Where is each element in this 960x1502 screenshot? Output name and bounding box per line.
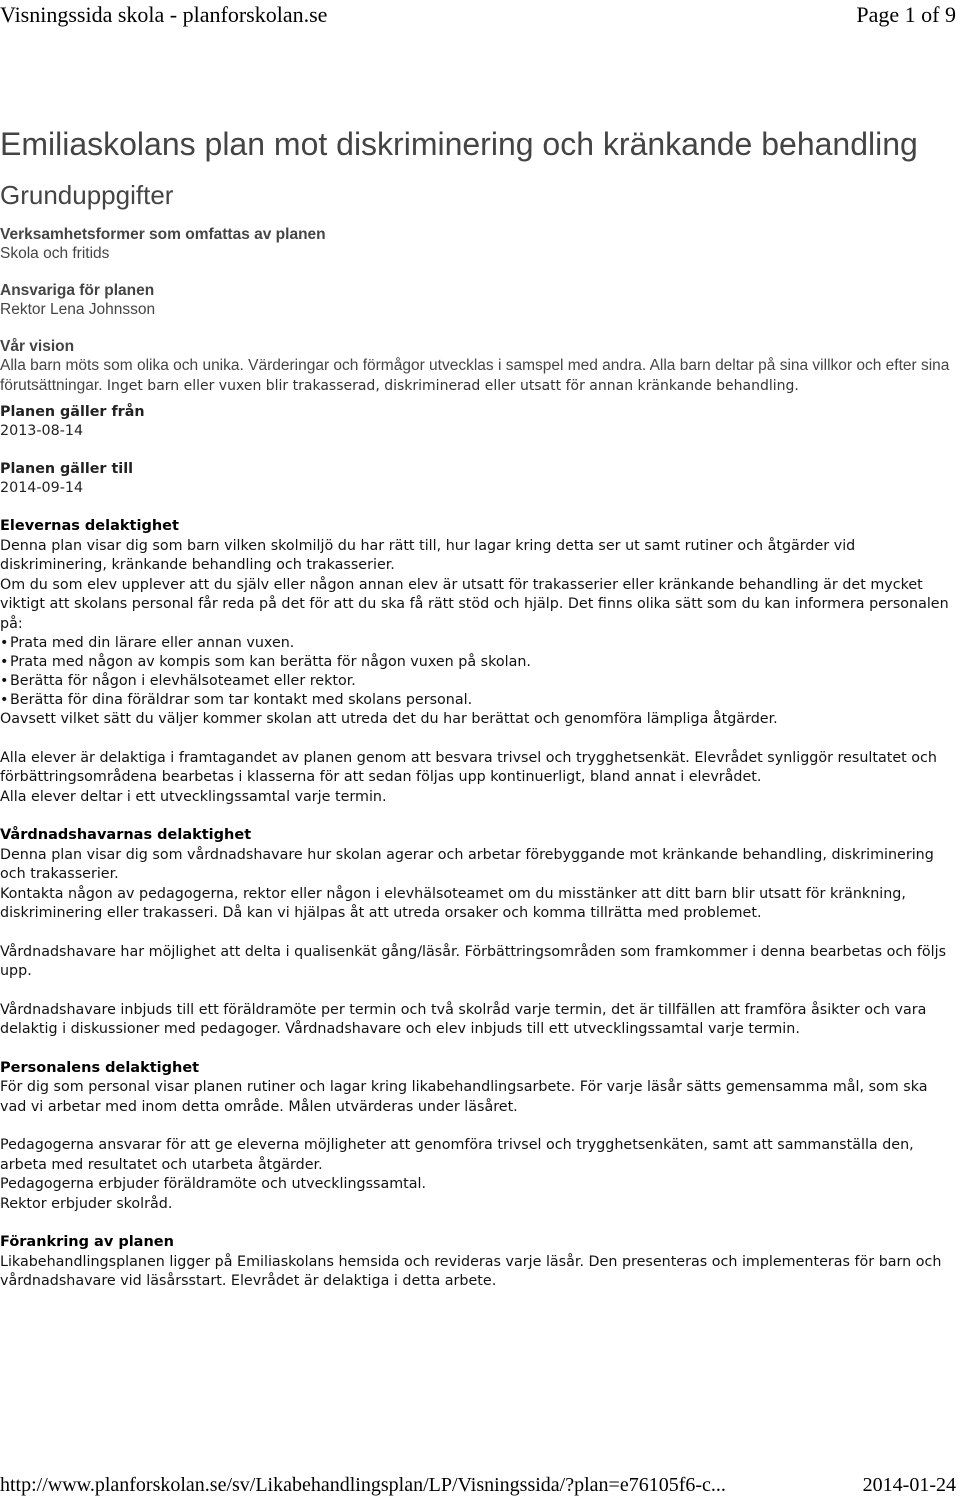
vardnadshavarnas-p1: Denna plan visar dig som vårdnadshavare hur skolan agerar och arbetar förebyggande mot kränkande behandling, diskriminering och trakasserier. — [0, 846, 934, 882]
elevernas-p2: Om du som elev upplever att du själv eller någon annan elev är utsatt för trakasserier eller kränkande behandling är det mycket viktigt att skolans personal får reda på det för att du ska få rätt stöd och hjälp. Det finns olika sätt som du kan informera personalen på: — [0, 576, 949, 632]
list-item: • Berätta för dina föräldrar som tar kontakt med skolans personal. — [0, 691, 952, 710]
page-number: Page 1 of 9 — [856, 2, 956, 27]
vision-text-dark: Inget barn eller vuxen blir trakasserad, diskriminerad eller utsatt för annan kränkande behandling. — [106, 378, 799, 394]
personalens-p2: Pedagogerna ansvarar för att ge eleverna möjligheter att genomföra trivsel och trygghetsenkäten, samt att sammanställa den, arbeta med resultatet och utarbeta åtgärder. — [0, 1137, 914, 1173]
basic-info — [0, 225, 952, 396]
list-item: • Prata med din lärare eller annan vuxen. — [0, 634, 952, 653]
verksamhetsformer-value: Skola och fritids — [0, 245, 110, 262]
print-header — [0, 0, 960, 36]
vision-text-main: Alla barn möts som olika och unika. Värderingar och förmågor utvecklas i samspel med andra. Alla barn deltar på sina villkor och efter sina förutsättningar. — [0, 357, 950, 394]
valid-from-label: Planen gäller från — [0, 404, 145, 420]
personalens-p1: För dig som personal visar planen rutiner och lagar kring likabehandlingsarbete. För varje läsår sätts gemensamma mål, som ska vad vi arbetar med inom detta område. Målen utvärderas under läsåret. — [0, 1079, 928, 1115]
ansvariga-value: Rektor Lena Johnsson — [0, 301, 156, 318]
valid-from-value: 2013-08-14 — [0, 423, 84, 439]
list-item: • Prata med någon av kompis som kan berätta för någon vuxen på skolan. — [0, 653, 952, 672]
personalens-p3: Pedagogerna erbjuder föräldramöte och utvecklingssamtal. — [0, 1176, 427, 1192]
vision-label: Vår vision — [0, 338, 75, 355]
elevernas-p5: Alla elever deltar i ett utvecklingssamtal varje termin. — [0, 788, 387, 805]
ansvariga-label: Ansvariga för planen — [0, 282, 155, 299]
document-content — [0, 124, 952, 1292]
document-body — [0, 403, 952, 1292]
list-item: • Berätta för någon i elevhälsoteamet eller rektor. — [0, 672, 952, 691]
elevernas-list — [0, 634, 952, 710]
print-header-title: Visningssida skola - planforskolan.se — [0, 2, 328, 27]
vision-text — [0, 356, 952, 396]
forankring-heading: Förankring av planen — [0, 1234, 174, 1250]
forankring-p1: Likabehandlingsplanen ligger på Emiliaskolans hemsida och revideras varje läsår. Den presenteras och implementeras för barn och vårdnadshavare vid läsårsstart. Elevrådet är delaktiga i detta arbete. — [0, 1253, 942, 1289]
personalens-heading: Personalens delaktighet — [0, 1059, 200, 1076]
page-title: Emiliaskolans plan mot diskriminering och kränkande behandling — [0, 126, 918, 162]
personalens-p4: Rektor erbjuder skolråd. — [0, 1195, 173, 1212]
vardnadshavarnas-heading: Vårdnadshavarnas delaktighet — [0, 827, 252, 843]
elevernas-heading: Elevernas delaktighet — [0, 518, 179, 534]
vardnadshavarnas-p3: Vårdnadshavare har möjlighet att delta i qualisenkät gång/läsår. Förbättringsområden som framkommer i denna bearbetas och följs upp. — [0, 943, 947, 979]
vardnadshavarnas-p4: Vårdnadshavare inbjuds till ett föräldramöte per termin och två skolråd varje termin, det är tillfällen att framföra åsikter och vara delaktig i diskussioner med pedagoger. Vårdnadshavare och elev inbjuds till ett utvecklingssamtal varje termin. — [0, 1001, 927, 1037]
footer-url: http://www.planforskolan.se/sv/Likabehandlingsplan/LP/Visningssida/?plan=e76105f6-c... — [0, 1474, 726, 1496]
print-footer — [0, 1474, 960, 1502]
vardnadshavarnas-p2: Kontakta någon av pedagogerna, rektor eller någon i elevhälsoteamet om du misstänker att ditt barn blir utsatt för kränkning, diskriminering eller trakasseri. Då kan vi hjälpas åt att utreda orsaker och komma tillrätta med problemet. — [0, 885, 906, 921]
section-title: Grunduppgifter — [0, 180, 174, 210]
valid-to-label: Planen gäller till — [0, 461, 134, 477]
elevernas-p1: Denna plan visar dig som barn vilken skolmiljö du har rätt till, hur lagar kring detta ser ut samt rutiner och åtgärder vid diskriminering, kränkande behandling och trakasserier. — [0, 537, 856, 573]
footer-date: 2014-01-24 — [862, 1474, 956, 1496]
verksamhetsformer-label: Verksamhetsformer som omfattas av planen — [0, 226, 326, 243]
valid-to-value: 2014-09-14 — [0, 480, 84, 496]
elevernas-p3: Oavsett vilket sätt du väljer kommer skolan att utreda det du har berättat och genomföra lämpliga åtgärder. — [0, 711, 778, 727]
elevernas-p4: Alla elever är delaktiga i framtagandet av planen genom att besvara trivsel och trygghetsenkät. Elevrådet synliggör resultatet och förbättringsområdena bearbetas i klasserna för att sedan följas upp kontinuerligt, bland annat i elevrådet. — [0, 749, 937, 785]
